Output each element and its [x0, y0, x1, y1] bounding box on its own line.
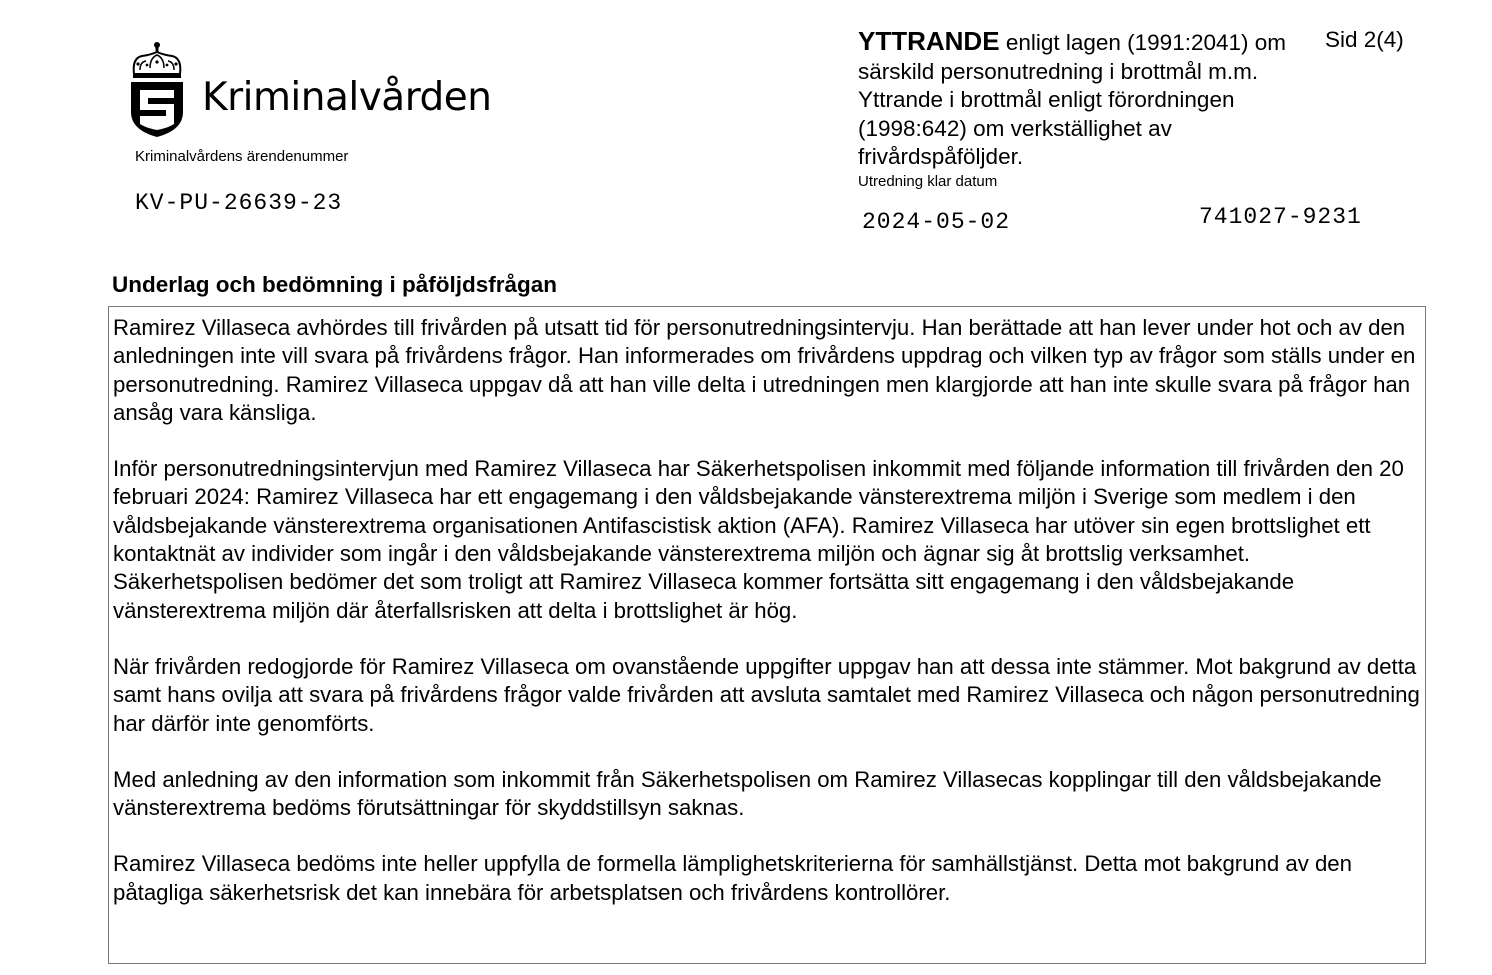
paragraph: Inför personutredningsintervjun med Ramirez Villaseca har Säkerhetspolisen inkommit med följande information till frivården den 20 februari 2024: Ramirez Villaseca har ett engagemang i den våldsbejakande vänsterextrema miljön i Sverige som medlem i den våldsbejakande vänsterextrema organisationen Antifascistisk aktion (AFA). Ramirez Villaseca har utöver sin egen brottslighet ett kontaktnät av individer som ingår i den våldsbejakande vänsterextrema miljön och ägnar sig åt brottslig verksamhet. Säkerhetspolisen bedömer det som troligt att Ramirez Villaseca kommer fortsätta sitt engagemang i den våldsbejakande vänsterextrema miljön där återfallsrisken att delta i brottslighet är hög. [113, 456, 1404, 623]
section-heading: Underlag och bedömning i påföljdsfrågan [112, 272, 558, 297]
crown-shield-emblem-icon [128, 40, 186, 138]
paragraph: Med anledning av den information som inkommit från Säkerhetspolisen om Ramirez Villasecas kopplingar till den våldsbejakande vänsterextrema bedöms förutsättningar för skyddstillsyn saknas. [113, 766, 1382, 821]
logo-text: Kriminalvården [202, 75, 492, 120]
assessment-text-box [108, 306, 1426, 964]
date-value: 2024-05-02 [862, 209, 1011, 235]
document-title-bold: YTTRANDE [858, 26, 1000, 56]
page-number: Sid 2(4) [1325, 27, 1404, 52]
date-label: Utredning klar datum [858, 173, 998, 190]
kriminalvarden-logo [128, 40, 492, 140]
paragraph: Ramirez Villaseca bedöms inte heller uppfylla de formella lämplighetskriterierna för samhällstjänst. Detta mot bakgrund av den påtagliga säkerhetsrisk det kan innebära för arbetsplatsen och frivårdens kontrollörer. [113, 851, 1352, 905]
document-title-rest: enligt lagen (1991:2041) om särskild personutredning i brottmål m.m. Yttrande i brottmål enligt förordningen (1998:642) om verkställighet av frivårdspåföljder. [858, 30, 1287, 169]
paragraph: Ramirez Villaseca avhördes till frivården på utsatt tid för personutredningsintervju. Han berättade att han lever under hot och av den anledningen inte vill svara på frivårdens frågor. Han informerades om frivårdens uppdrag och vilken typ av frågor som ställs under en personutredning. Ramirez Villaseca uppgav då att han ville delta i utredningen men klargjorde att han inte skulle svara på frågor han ansåg vara känsliga. [113, 315, 1416, 425]
case-number-label: Kriminalvårdens ärendenummer [135, 148, 349, 165]
document-title [858, 27, 1328, 172]
case-number-value: KV-PU-26639-23 [135, 190, 343, 216]
paragraph: När frivården redogjorde för Ramirez Villaseca om ovanstående uppgifter uppgav han att dessa inte stämmer. Mot bakgrund av detta samt hans ovilja att svara på frivårdens frågor valde frivården att avsluta samtalet med Ramirez Villaseca och någon personutredning har därför inte genomförts. [113, 653, 1420, 736]
personal-number: 741027-9231 [1199, 204, 1362, 230]
